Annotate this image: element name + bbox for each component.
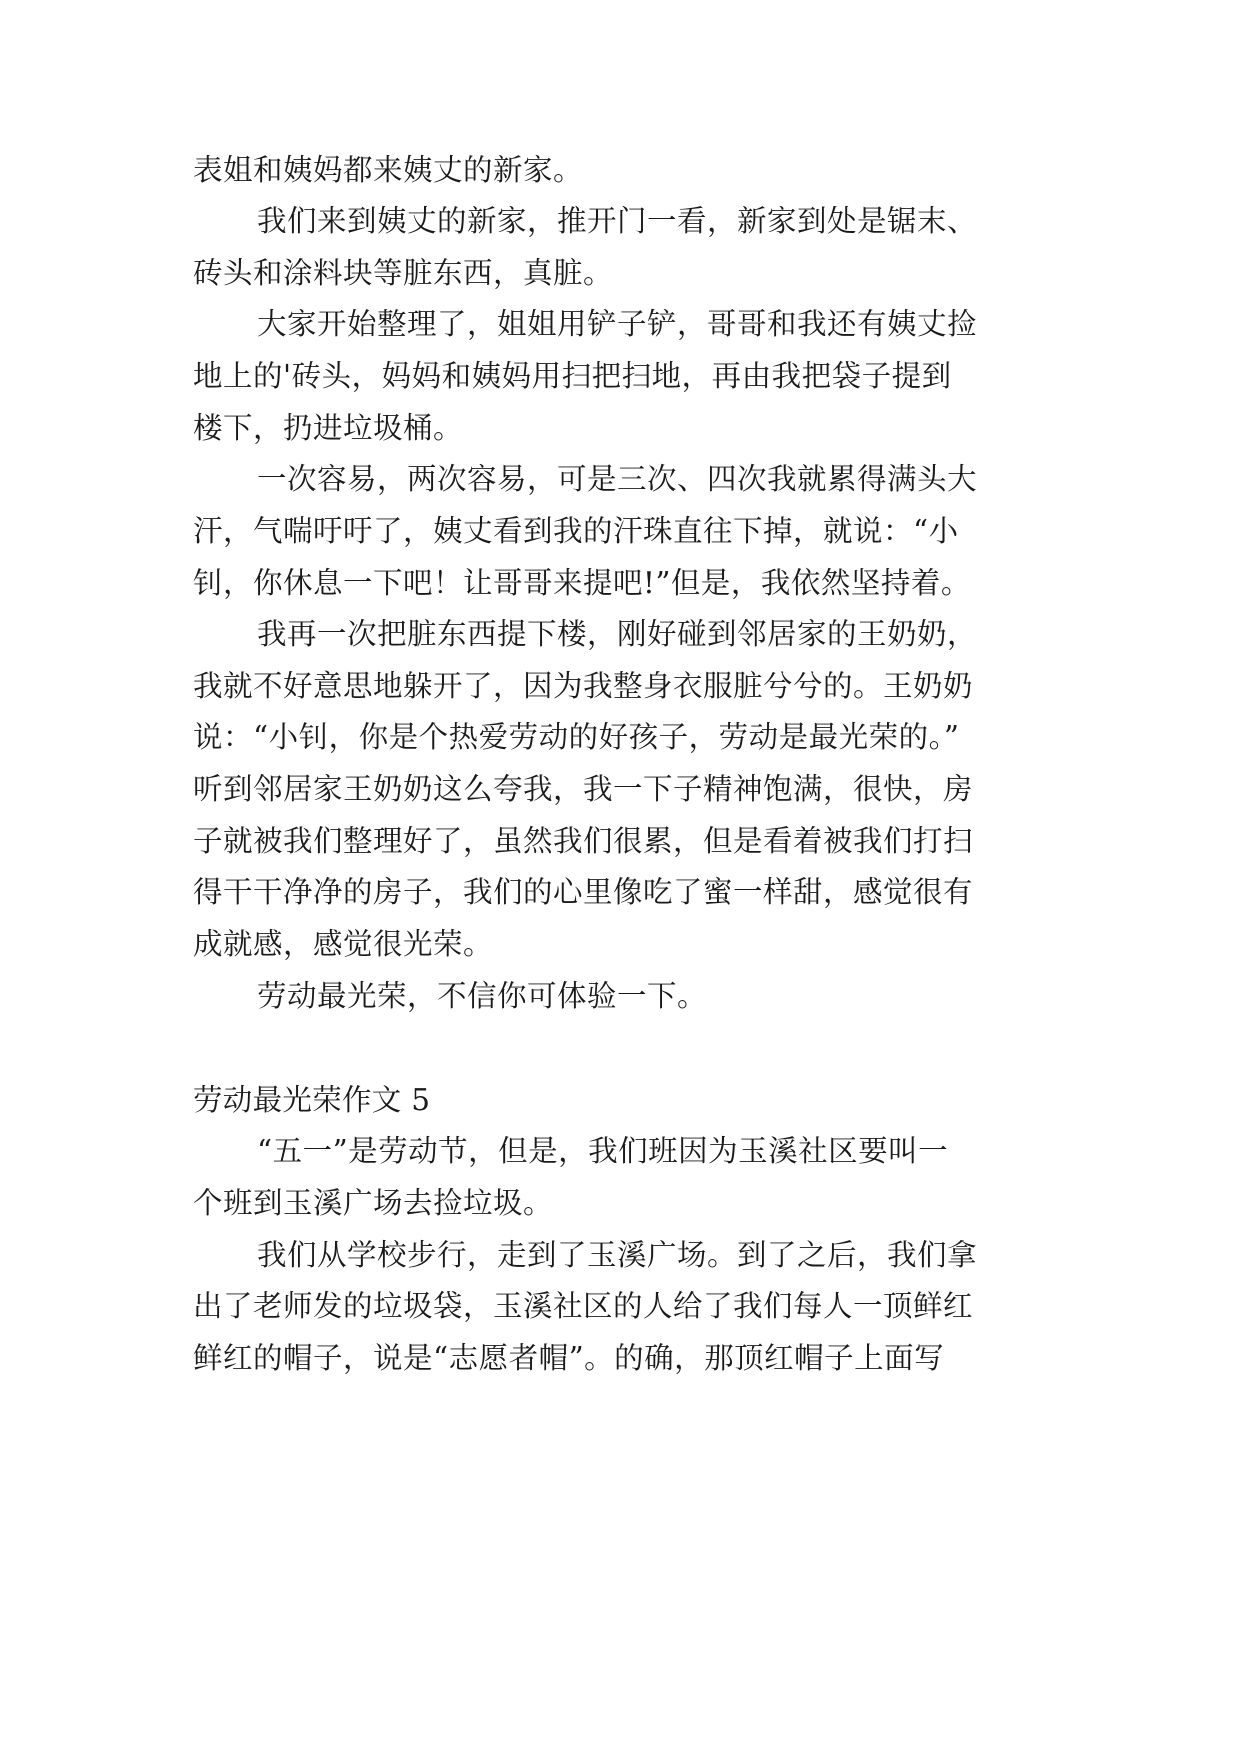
paragraph-line: “五一”是劳动节，但是，我们班因为玉溪社区要叫一 — [257, 1134, 949, 1168]
paragraph-line: 我就不好意思地躲开了，因为我整身衣服脏兮兮的。王奶奶 — [193, 669, 974, 703]
section-title: 劳动最光荣作文 5 — [193, 1083, 431, 1117]
paragraph-line: 出了老师发的垃圾袋，玉溪社区的人给了我们每人一顶鲜红 — [193, 1289, 974, 1323]
paragraph-line: 大家开始整理了，姐姐用铲子铲，哥哥和我还有姨丈捡 — [257, 307, 978, 341]
paragraph-line: 地上的'砖头，妈妈和姨妈用扫把扫地，再由我把袋子提到 — [193, 359, 952, 393]
paragraph-line: 个班到玉溪广场去捡垃圾。 — [193, 1186, 554, 1220]
paragraph-line: 一次容易，两次容易，可是三次、四次我就累得满头大 — [257, 462, 978, 496]
paragraph-line: 子就被我们整理好了，虽然我们很累，但是看着被我们打扫 — [193, 824, 974, 858]
paragraph-line: 成就感，感觉很光荣。 — [193, 927, 494, 961]
paragraph-line: 说：“小钊，你是个热爱劳动的好孩子，劳动是最光荣的。” — [193, 720, 960, 754]
paragraph-line: 听到邻居家王奶奶这么夸我，我一下子精神饱满，很快，房 — [193, 772, 974, 806]
paragraph-line: 我们来到姨丈的新家，推开门一看，新家到处是锯末、 — [257, 204, 978, 238]
paragraph-line: 劳动最光荣，不信你可体验一下。 — [257, 979, 708, 1013]
paragraph-line: 得干干净净的房子，我们的心里像吃了蜜一样甜，感觉很有 — [193, 875, 974, 909]
paragraph-line: 表姐和姨妈都来姨丈的新家。 — [193, 153, 584, 187]
paragraph-line: 我们从学校步行，走到了玉溪广场。到了之后，我们拿 — [257, 1238, 978, 1272]
paragraph-line: 砖头和涂料块等脏东西，真脏。 — [193, 256, 614, 290]
paragraph-line: 钊，你休息一下吧！让哥哥来提吧!”但是，我依然坚持着。 — [193, 566, 971, 600]
paragraph-line: 我再一次把脏东西提下楼，刚好碰到邻居家的王奶奶， — [257, 617, 978, 651]
paragraph-line: 楼下，扔进垃圾桶。 — [193, 411, 464, 445]
paragraph-line: 汗，气喘吁吁了，姨丈看到我的汗珠直往下掉，就说：“小 — [193, 514, 959, 548]
paragraph-line: 鲜红的帽子，说是“志愿者帽”。的确，那顶红帽子上面写 — [193, 1341, 945, 1375]
